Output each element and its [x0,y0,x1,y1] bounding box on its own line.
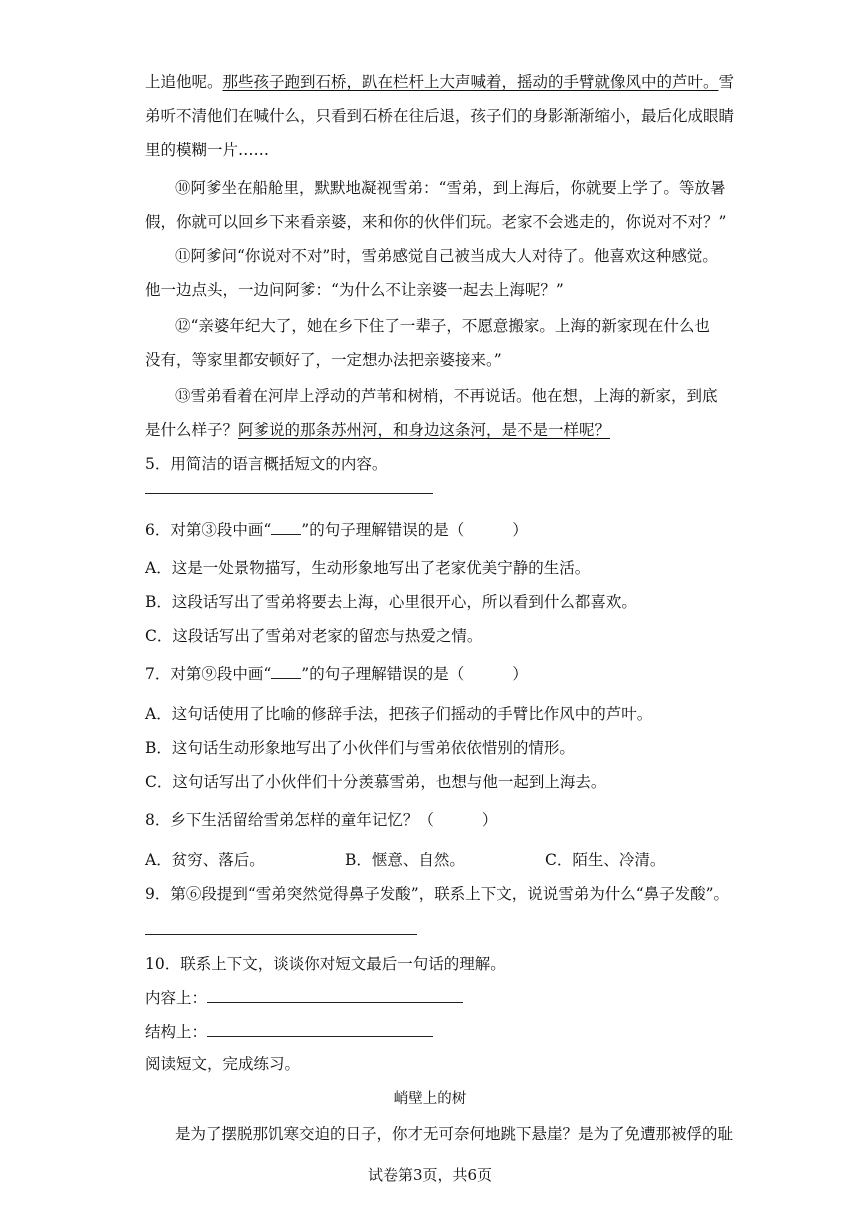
question-9: 9．第⑥段提到“雪弟突然觉得鼻子发酸”，联系上下文，说说雪弟为什么“鼻子发酸”。 [145,885,730,903]
question-text: ） [512,521,528,539]
underline-marker [271,664,301,679]
option-8c: C．陌生、冷清。 [545,851,666,869]
options-8 [145,850,715,870]
answer-blank-q10-content[interactable] [207,988,463,1003]
question-text: ”的句子理解错误的是（ [301,521,465,539]
question-text: 8．乡下生活留给雪弟怎样的童年记忆？（ [145,811,434,829]
option-6c: C．这段话写出了雪弟对老家的留恋与热爱之情。 [145,627,483,645]
paragraph-10: ⑩阿爹坐在船舱里，默默地凝视雪弟：“雪弟，到上海后，你就要上学了。等放暑 [175,179,726,197]
option-8a: A．贫穷、落后。 [145,851,265,869]
answer-blank-q10-structure[interactable] [207,1022,433,1037]
option-6b: B．这段话写出了雪弟将要去上海，心里很开心，所以看到什么都喜欢。 [145,593,637,611]
paragraph-10-cont: 假，你就可以回乡下来看亲婆，来和你的伙伴们玩。老家不会逃走的，你说对不对？” [145,213,727,231]
question-text: ） [512,665,528,683]
content-label: 内容上： [145,989,208,1007]
q10-structure-row [145,1022,715,1042]
paragraph-11: ⑪阿爹问“你说对不对”时，雪弟感觉自己被当成大人对待了。他喜欢这种感觉。 [175,247,718,265]
option-6a: A．这是一处景物描写，生动形象地写出了老家优美宁静的生活。 [145,559,591,577]
structure-label: 结构上： [145,1023,208,1041]
underlined-sentence: 阿爹说的那条苏州河，和身边这条河，是不是一样呢？ [238,421,611,439]
question-text: ”的句子理解错误的是（ [301,665,465,683]
question-text: 7．对第⑨段中画“ [145,665,272,683]
passage-text: 是什么样子？ [145,421,239,439]
reading-instruction: 阅读短文，完成练习。 [145,1055,301,1073]
question-10: 10．联系上下文，谈谈你对短文最后一句话的理解。 [145,955,506,973]
passage-text: 上追他呢。 [145,73,223,91]
answer-blank-q9[interactable] [145,934,417,935]
paragraph-12: ⑫“亲婆年纪大了，她在乡下住了一辈子，不愿意搬家。上海的新家现在什么也 [175,317,710,335]
question-6 [145,520,715,540]
article-title: 峭壁上的树 [393,1091,467,1107]
question-7 [145,664,715,684]
article-first-line: 是为了摆脱那饥寒交迫的日子，你才无可奈何地跳下悬崖？是为了免遭那被俘的耻 [175,1125,734,1143]
q10-content-row [145,988,715,1008]
question-text: 6．对第③段中画“ [145,521,272,539]
passage-line [145,72,735,92]
paragraph-13-cont [145,420,715,440]
question-text: ） [481,811,498,829]
option-8b: B．惬意、自然。 [345,851,465,869]
underlined-sentence: 那些孩子跑到石桥，趴在栏杆上大声喊着，摇动的手臂就像风中的芦叶。 [222,73,719,91]
option-7a: A．这句话使用了比喻的修辞手法，把孩子们摇动的手臂比作风中的芦叶。 [145,705,653,723]
option-7c: C．这句话写出了小伙伴们十分羡慕雪弟，也想与他一起到上海去。 [145,773,607,791]
passage-line: 里的模糊一片…… [145,141,270,159]
paragraph-13: ⑬雪弟看着在河岸上浮动的芦苇和树梢，不再说话。他在想，上海的新家，到底 [175,387,718,405]
paragraph-11-cont: 他一边点头，一边问阿爹：“为什么不让亲婆一起去上海呢？” [145,281,564,299]
passage-line: 弟听不清他们在喊什么，只看到石桥在往后退，孩子们的身影渐渐缩小，最后化成眼睛 [145,107,735,125]
question-5: 5．用简洁的语言概括短文的内容。 [145,455,388,473]
question-8 [145,810,715,830]
passage-text: 雪 [718,73,735,91]
page-footer: 试卷第3页，共6页 [367,1166,493,1184]
option-7b: B．这句话生动形象地写出了小伙伴们与雪弟依依惜别的情形。 [145,739,575,757]
underline-marker [271,520,301,535]
answer-blank-q5[interactable] [145,493,433,494]
paragraph-12-cont: 没有，等家里都安顿好了，一定想办法把亲婆接来。” [145,351,502,369]
